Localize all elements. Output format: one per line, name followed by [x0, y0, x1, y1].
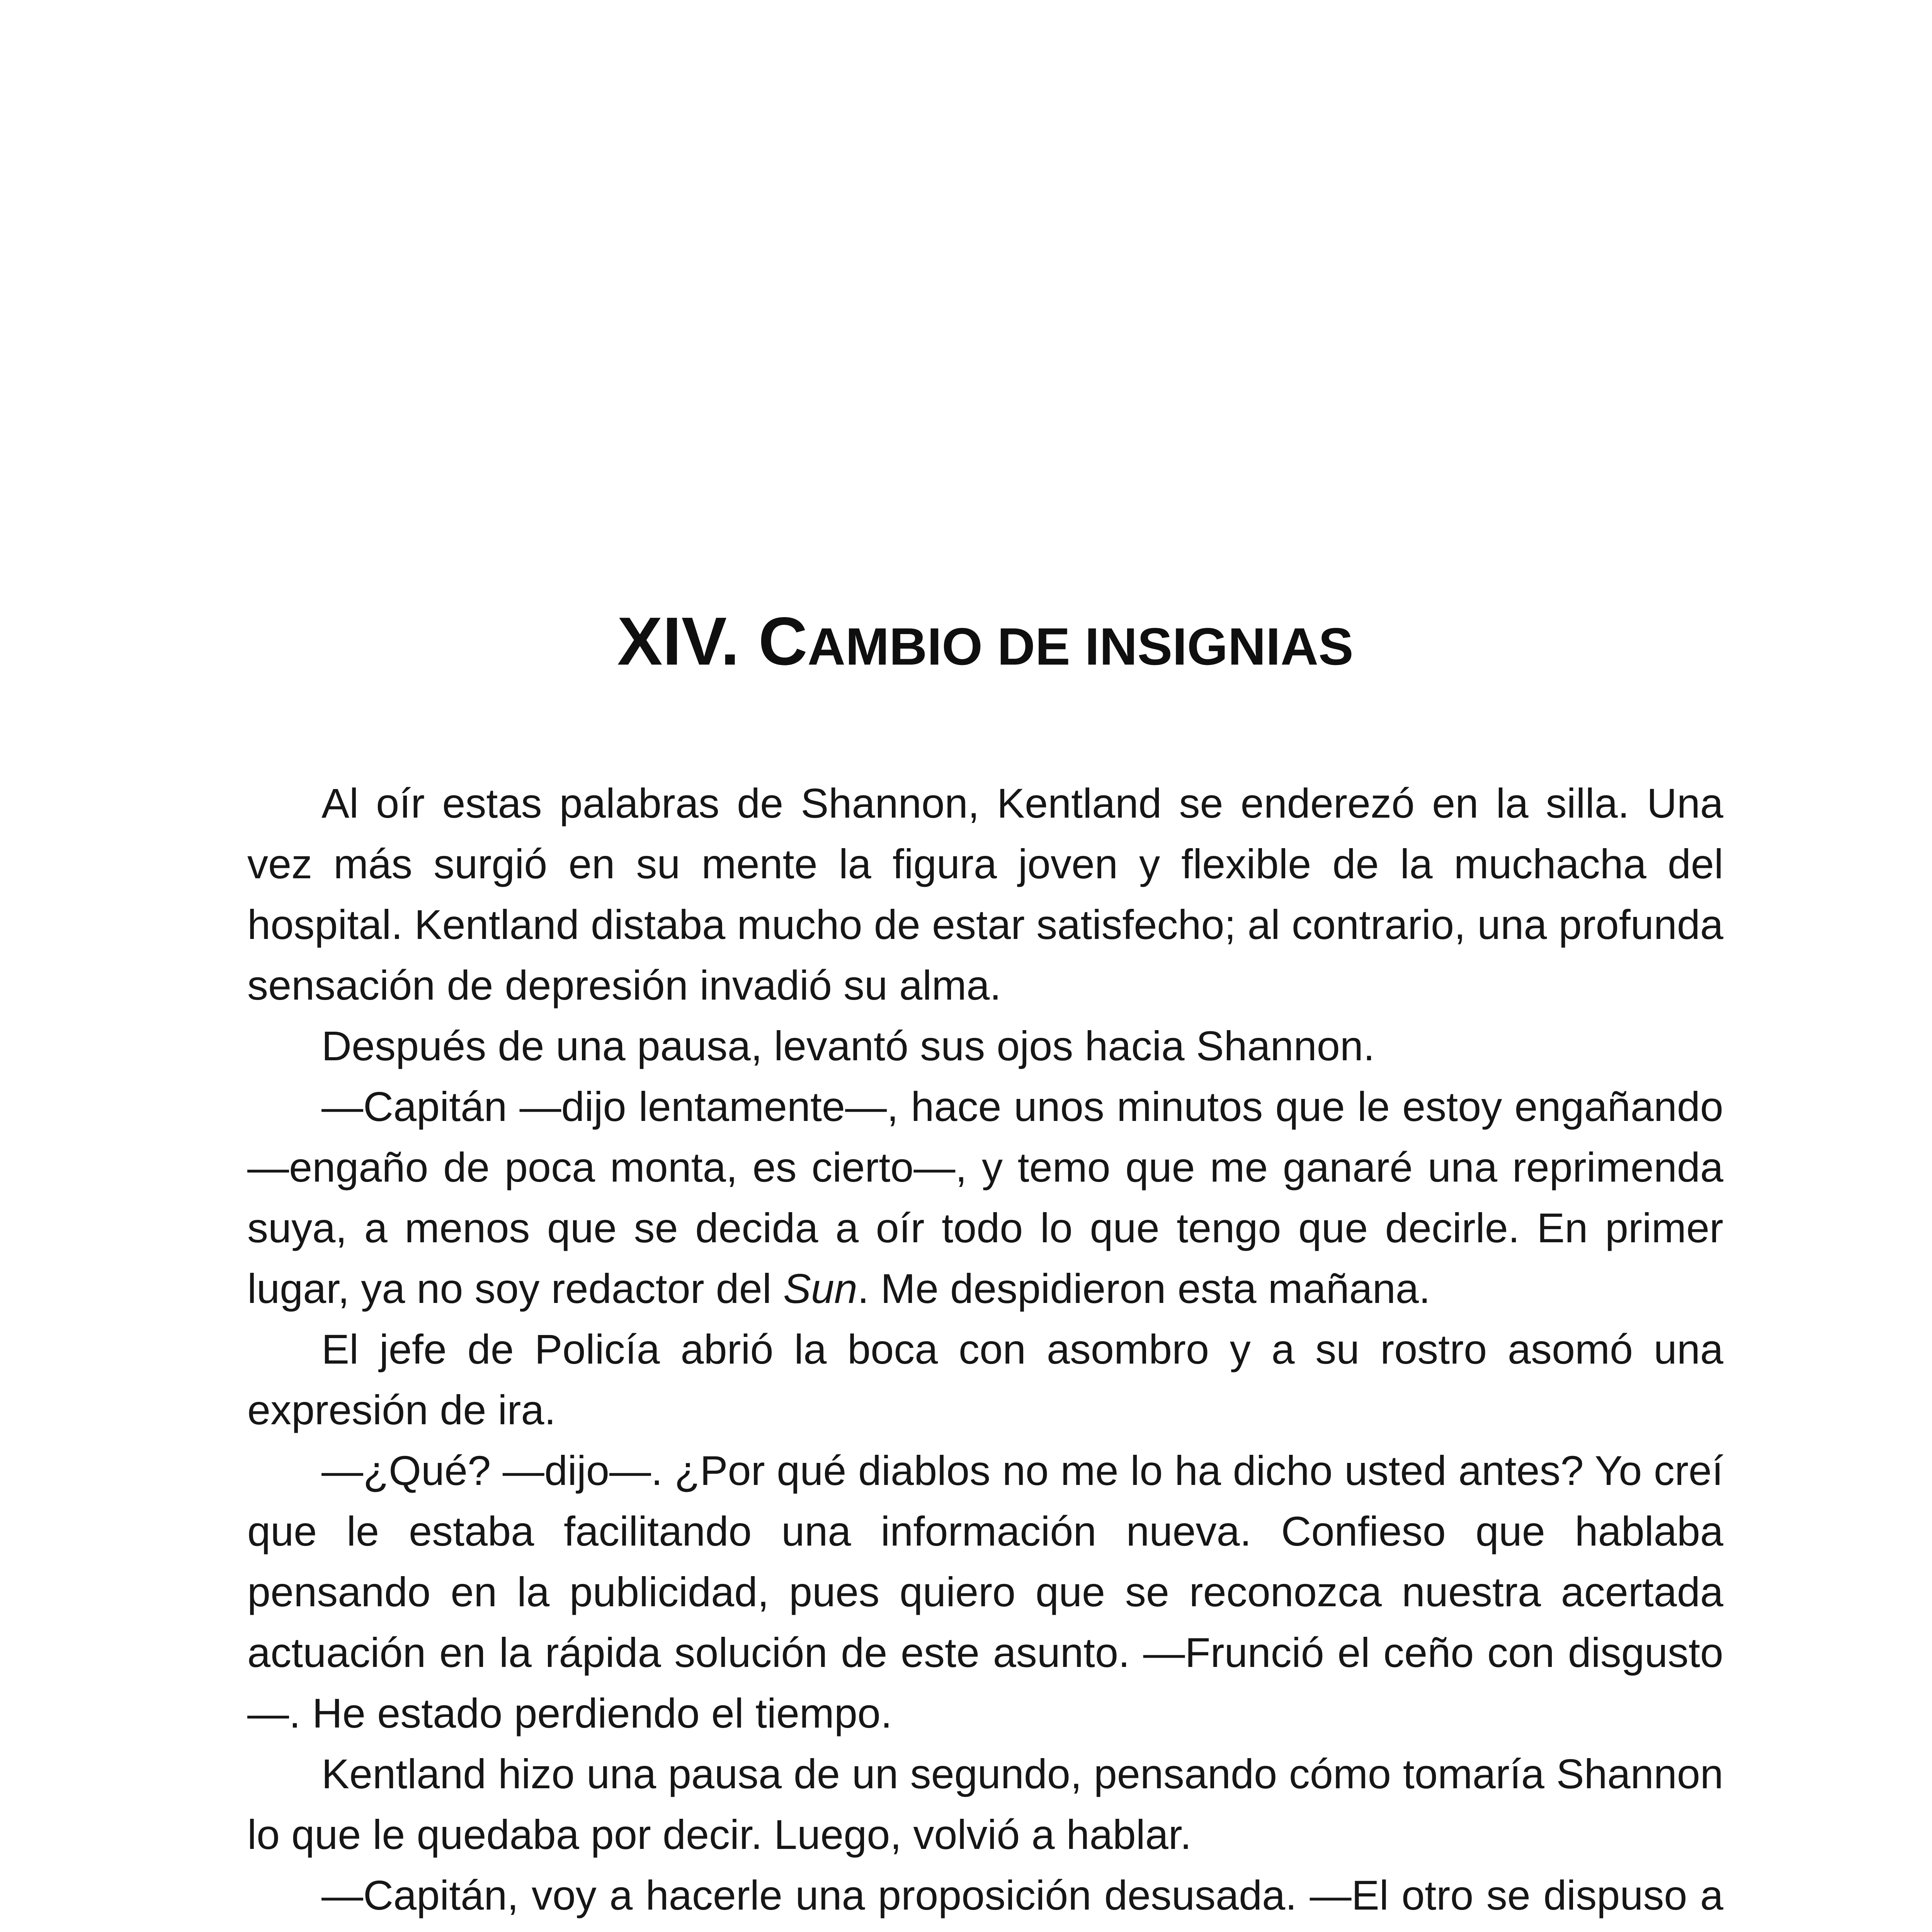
chapter-title-initial: C: [758, 604, 808, 679]
paragraph-text: —Capitán —dijo lentamente—, hace unos minutos que le estoy engañando —engaño de poca monta, es cierto—, y temo que me ganaré una reprimenda suya, a menos que se decida a oír todo lo que tengo que decirle. En primer lugar, ya no soy redactor del: [247, 1083, 1723, 1312]
chapter-number: XIV.: [617, 604, 740, 679]
paragraph: Al oír estas palabras de Shannon, Kentland se enderezó en la silla. Una vez más surgió en su mente la figura joven y flexible de la muchacha del hospital. Kentland distaba mucho de estar satisfecho; al contrario, una profunda sensación de depresión invadió su alma.: [247, 780, 1723, 1009]
paragraph: —Capitán, voy a hacerle una proposición desusada. —El otro se dispuso a: [321, 1872, 1723, 1918]
chapter-title: [0, 603, 1932, 685]
paragraph: El jefe de Policía abrió la boca con asombro y a su rostro asomó una expresión de ira.: [247, 1326, 1723, 1433]
paragraph: [247, 1076, 1723, 1319]
paragraph: Kentland hizo una pausa de un segundo, pensando cómo tomaría Shannon lo que le quedaba por decir. Luego, volvió a hablar.: [247, 1750, 1723, 1858]
paragraph: —¿Qué? —dijo—. ¿Por qué diablos no me lo ha dicho usted antes? Yo creí que le estaba facilitando una información nueva. Confieso que hablaba pensando en la publicidad, pues quiero que se reconozca nuestra acertada actuación en la rápida solución de este asunto. —Frunció el ceño con disgusto—. He estado perdiendo el tiempo.: [247, 1447, 1723, 1736]
chapter-title-rest: AMBIO DE INSIGNIAS: [807, 617, 1354, 676]
newspaper-name: Sun: [783, 1265, 857, 1312]
paragraph: Después de una pausa, levantó sus ojos hacia Shannon.: [321, 1022, 1375, 1069]
chapter-body: [247, 773, 1723, 1932]
paragraph-text: . Me despidieron esta mañana.: [857, 1265, 1430, 1312]
